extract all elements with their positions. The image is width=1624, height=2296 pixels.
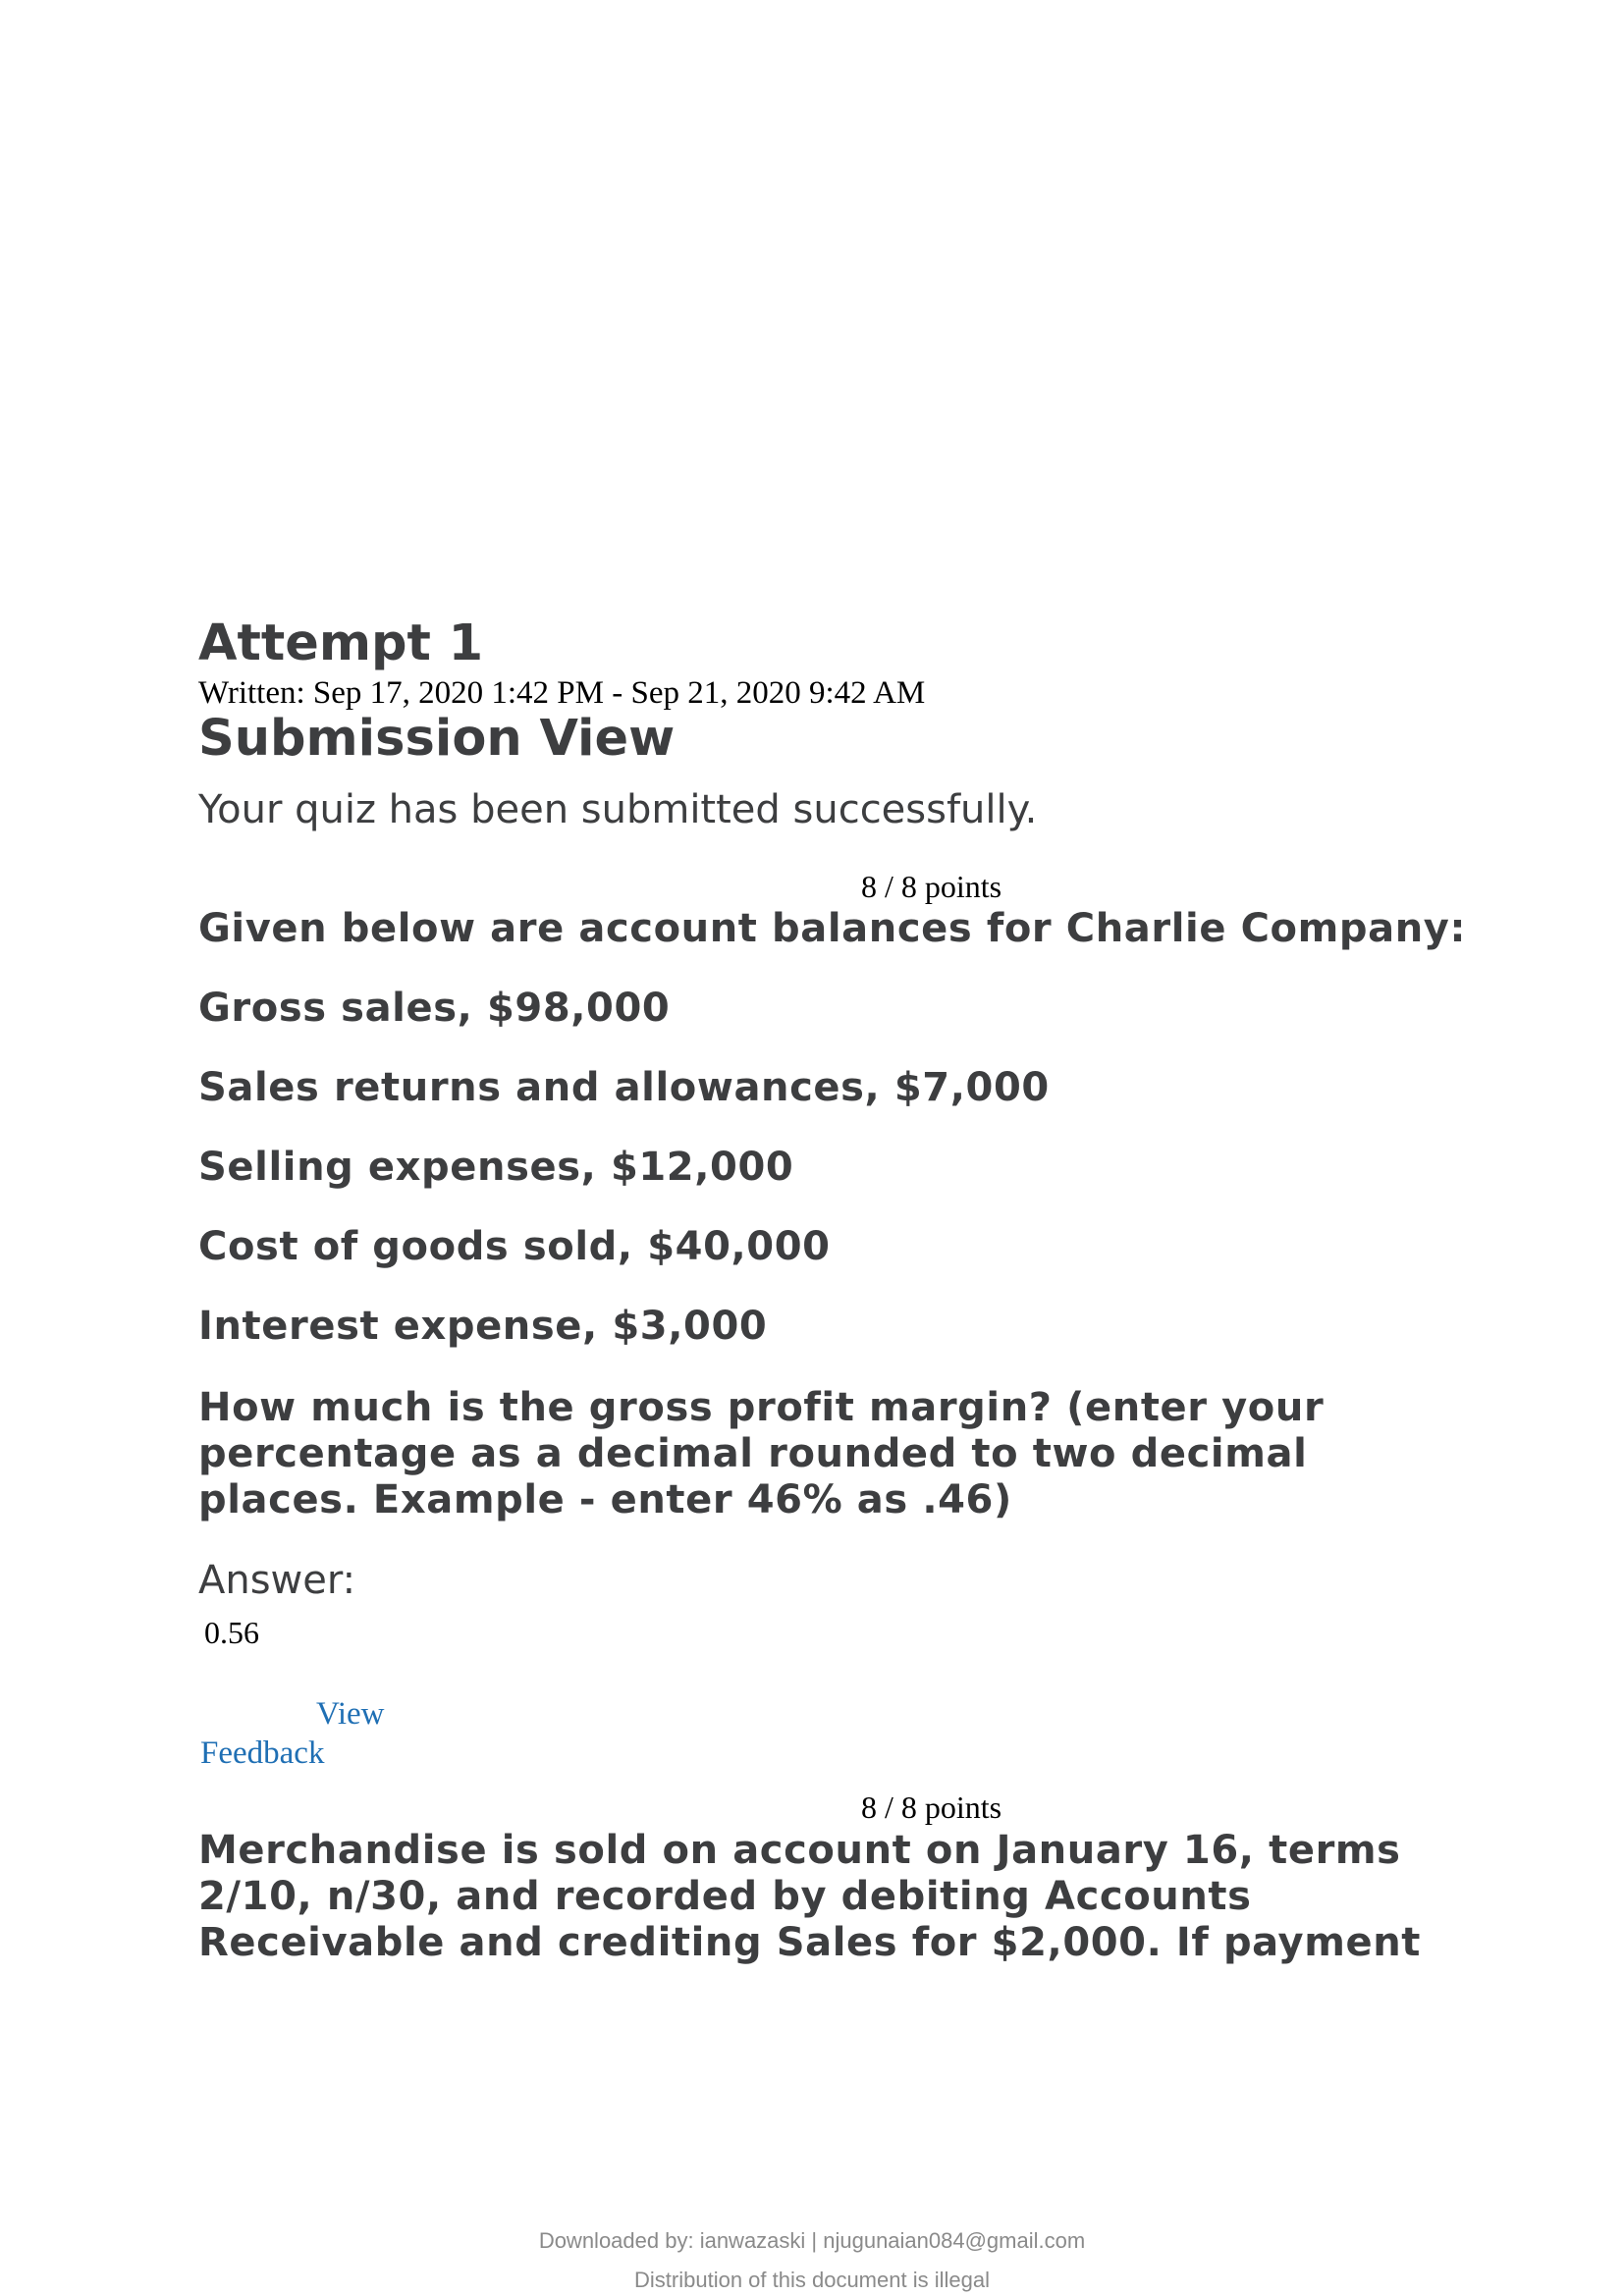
answer-label: Answer:: [198, 1558, 356, 1603]
answer-value: 0.56: [204, 1615, 259, 1650]
footer-downloaded-by: Downloaded by: ianwazaski | njugunaian084@gmail.com: [538, 2228, 1086, 2253]
view-feedback-link-line: Feedback: [200, 1735, 325, 1771]
question-2-prompt-line: Merchandise is sold on account on January 16, terms: [198, 1828, 1401, 1873]
question-2-prompt-line: Receivable and crediting Sales for $2,000. If payment: [198, 1920, 1422, 1965]
question-1-selling-expenses: Selling expenses, $12,000: [198, 1145, 794, 1190]
footer-distribution-notice: Distribution of this document is illegal: [634, 2268, 990, 2292]
question-1-prompt-line: places. Example - enter 46% as .46): [198, 1477, 1012, 1522]
submission-success-message: Your quiz has been submitted successfully.: [198, 787, 1038, 832]
question-2-prompt-line: 2/10, n/30, and recorded by debiting Accounts: [198, 1874, 1252, 1919]
question-1-prompt: [198, 1385, 1324, 1523]
submission-view-title: Submission View: [198, 710, 676, 768]
question-1-prompt-line: How much is the gross profit margin? (enter your: [198, 1385, 1325, 1430]
written-dates: Written: Sep 17, 2020 1:42 PM - Sep 21, 2020 9:42 AM: [198, 675, 926, 711]
question-1-interest-expense: Interest expense, $3,000: [198, 1304, 768, 1349]
question-1-cogs: Cost of goods sold, $40,000: [198, 1224, 831, 1269]
view-feedback-link[interactable]: [200, 1694, 385, 1773]
question-2-prompt: [198, 1828, 1421, 1966]
question-1-sales-returns: Sales returns and allowances, $7,000: [198, 1065, 1050, 1110]
question-1-gross-sales: Gross sales, $98,000: [198, 986, 671, 1031]
question-2-points: 8 / 8 points: [861, 1789, 1002, 1825]
attempt-title: Attempt 1: [198, 614, 484, 672]
view-feedback-link-line: View: [316, 1696, 385, 1732]
question-1-prompt-line: percentage as a decimal rounded to two decimal: [198, 1431, 1308, 1476]
question-1-points: 8 / 8 points: [861, 869, 1002, 904]
question-1-intro: Given below are account balances for Charlie Company:: [198, 906, 1467, 951]
